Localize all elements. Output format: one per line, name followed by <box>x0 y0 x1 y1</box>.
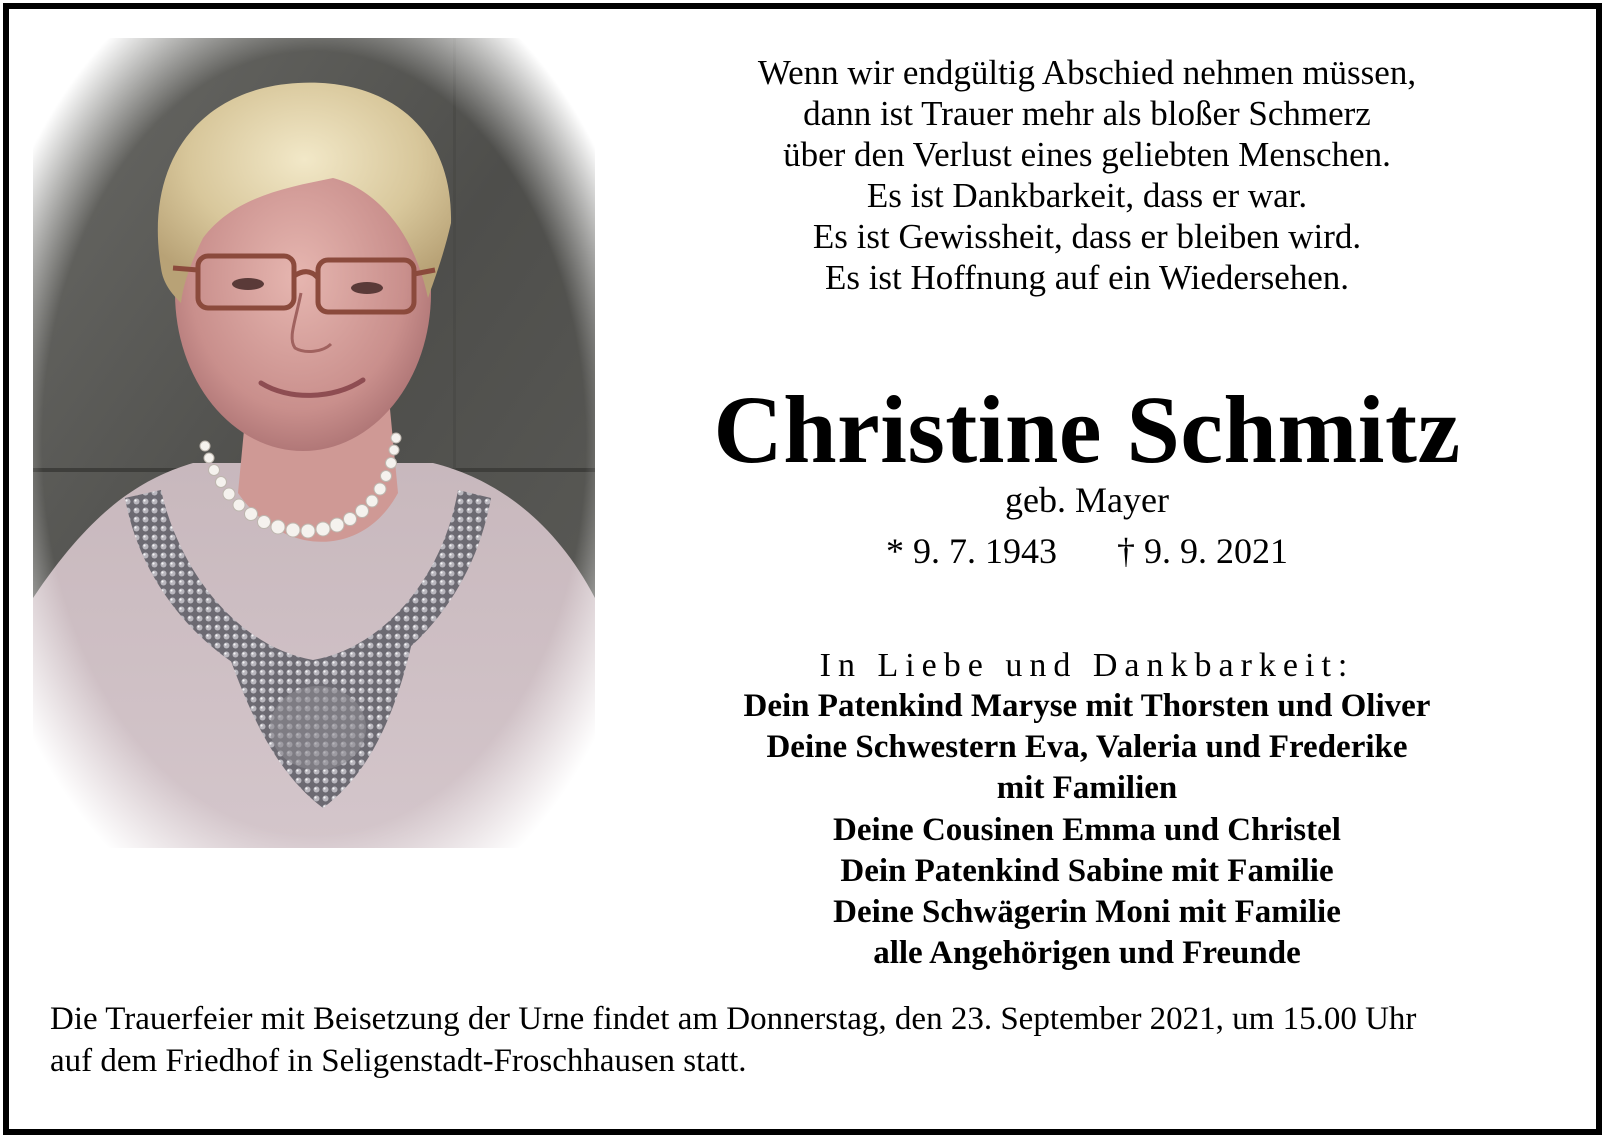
deceased-name: Christine Schmitz <box>713 376 1461 483</box>
life-dates <box>612 528 1562 574</box>
mourner-line: mit Familien <box>996 770 1178 807</box>
service-line: Die Trauerfeier mit Beisetzung der Urne findet am Donnerstag, den 23. September 2021, um 15.00 Uhr <box>50 1001 1417 1037</box>
mourner-line: Deine Schwestern Eva, Valeria und Frederike <box>766 729 1408 766</box>
service-line: auf dem Friedhof in Seligenstadt-Froschhausen statt. <box>50 1043 747 1079</box>
service-info <box>50 998 1570 1082</box>
poem-line: Es ist Dankbarkeit, dass er war. <box>866 176 1308 215</box>
poem-line: Es ist Hoffnung auf ein Wiedersehen. <box>824 258 1350 297</box>
death-date: † 9. 9. 2021 <box>1117 531 1288 571</box>
mourner-line: Deine Schwägerin Moni mit Familie <box>833 894 1341 931</box>
poem-line: über den Verlust eines geliebten Menschen. <box>783 135 1391 174</box>
mourner-line: Dein Patenkind Sabine mit Familie <box>840 852 1334 889</box>
portrait-photo <box>33 38 595 848</box>
mourner-line: alle Angehörigen und Freunde <box>873 935 1301 972</box>
mourner-line: Dein Patenkind Maryse mit Thorsten und Oliver <box>743 688 1431 724</box>
mourners-intro: In Liebe und Dankbarkeit: <box>819 647 1355 684</box>
poem-line: Wenn wir endgültig Abschied nehmen müssen, <box>757 53 1417 92</box>
poem-line: dann ist Trauer mehr als bloßer Schmerz <box>803 94 1371 133</box>
mourners-list <box>612 686 1562 974</box>
maiden-name: geb. Mayer <box>1005 480 1169 520</box>
birth-date: * 9. 7. 1943 <box>886 531 1057 571</box>
portrait-illustration <box>33 38 595 848</box>
poem-line: Es ist Gewissheit, dass er bleiben wird. <box>812 217 1362 256</box>
mourner-line: Deine Cousinen Emma und Christel <box>833 811 1341 848</box>
poem <box>612 52 1562 298</box>
